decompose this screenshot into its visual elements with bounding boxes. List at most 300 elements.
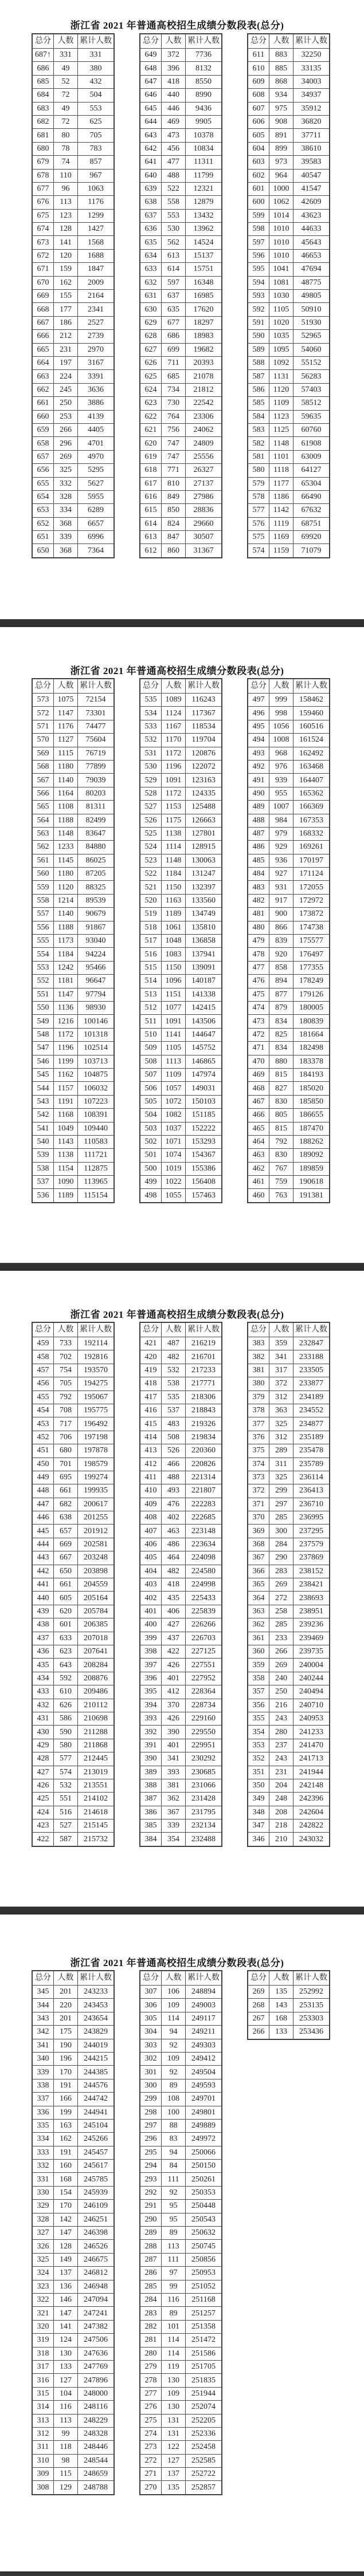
column-header-score: 总分 <box>248 34 269 49</box>
count-cell: 393 <box>162 1766 186 1779</box>
count-cell: 290 <box>269 1551 293 1565</box>
column-header-cumulative: 累计人数 <box>186 34 222 49</box>
count-cell: 113 <box>54 2414 78 2427</box>
count-cell: 866 <box>269 921 293 934</box>
cumulative-cell: 241233 <box>293 1726 330 1739</box>
table-row <box>140 2253 222 2266</box>
table-row <box>248 1632 330 1645</box>
table-row <box>140 961 222 974</box>
score-cell: 620 <box>140 437 162 450</box>
count-cell: 764 <box>162 410 186 423</box>
score-cell: 368 <box>248 1538 269 1551</box>
score-cell: 280 <box>140 2347 162 2360</box>
cumulative-cell: 3167 <box>78 356 115 369</box>
score-cell: 315 <box>32 2387 54 2400</box>
cumulative-cell: 241713 <box>293 1752 330 1766</box>
score-cell: 677 <box>32 182 54 195</box>
cumulative-cell: 553 <box>78 102 115 115</box>
score-cell: 475 <box>248 988 269 1001</box>
score-table <box>247 678 330 1203</box>
table-row <box>140 490 222 503</box>
cumulative-cell: 143506 <box>186 1015 222 1028</box>
count-cell: 530 <box>162 223 186 236</box>
count-cell: 973 <box>269 156 293 169</box>
table-row <box>32 2441 114 2454</box>
cumulative-cell: 103713 <box>78 1055 115 1068</box>
count-cell: 493 <box>162 1484 186 1498</box>
cumulative-cell: 171124 <box>293 868 330 881</box>
cumulative-cell: 4970 <box>78 450 115 463</box>
cumulative-cell: 208284 <box>78 1659 115 1672</box>
header-row <box>32 1971 114 1986</box>
cumulative-cell: 249701 <box>186 2093 222 2106</box>
cumulative-cell: 221314 <box>186 1471 222 1484</box>
count-cell: 657 <box>54 1525 78 1538</box>
count-cell: 72 <box>54 89 78 102</box>
cumulative-cell: 237579 <box>293 1538 330 1551</box>
score-cell: 427 <box>32 1766 54 1779</box>
score-cell: 530 <box>140 760 162 773</box>
count-cell: 1075 <box>54 694 78 707</box>
table-row <box>248 841 330 854</box>
cumulative-cell: 20393 <box>186 356 222 369</box>
cumulative-cell: 21078 <box>186 370 222 383</box>
cumulative-cell: 214102 <box>78 1793 115 1806</box>
count-cell: 643 <box>54 1659 78 1672</box>
column-header-score: 总分 <box>140 679 162 694</box>
count-cell: 1191 <box>54 1095 78 1108</box>
cumulative-cell: 5955 <box>78 490 115 503</box>
cumulative-cell: 240494 <box>293 1685 330 1699</box>
count-cell: 587 <box>54 1833 78 1846</box>
table-row <box>32 1726 114 1739</box>
cumulative-cell: 203898 <box>78 1565 115 1578</box>
count-cell: 418 <box>162 75 186 88</box>
table-row <box>140 1739 222 1752</box>
table-row <box>248 1511 330 1525</box>
table-row <box>248 1028 330 1041</box>
score-cell: 278 <box>140 2374 162 2387</box>
table-row <box>140 747 222 760</box>
cumulative-cell: 248788 <box>78 2481 115 2495</box>
score-cell: 426 <box>32 1779 54 1792</box>
count-cell: 89 <box>162 2079 186 2092</box>
count-cell: 1167 <box>162 720 186 733</box>
table-row <box>32 1551 114 1565</box>
table-row <box>140 787 222 800</box>
count-cell: 975 <box>269 102 293 115</box>
cumulative-cell: 238421 <box>293 1578 330 1592</box>
table-row <box>32 1565 114 1578</box>
cumulative-cell: 249117 <box>186 2012 222 2025</box>
cumulative-cell: 26327 <box>186 464 222 477</box>
cumulative-cell: 30507 <box>186 531 222 544</box>
table-row <box>140 356 222 369</box>
table-row <box>140 1337 222 1350</box>
cumulative-cell: 140187 <box>186 975 222 988</box>
count-cell: 127 <box>54 2374 78 2387</box>
score-cell: 494 <box>248 734 269 747</box>
table-row <box>248 1149 330 1162</box>
cumulative-cell: 87205 <box>78 868 115 881</box>
cumulative-cell: 238693 <box>293 1592 330 1605</box>
cumulative-cell: 211868 <box>78 1739 115 1752</box>
cumulative-cell: 39583 <box>293 156 330 169</box>
cumulative-cell: 251705 <box>186 2360 222 2373</box>
cumulative-cell: 251472 <box>186 2334 222 2347</box>
count-cell: 312 <box>269 1391 293 1404</box>
cumulative-cell: 192816 <box>78 1350 115 1364</box>
cumulative-cell: 244215 <box>78 2052 115 2065</box>
cumulative-cell: 31367 <box>186 544 222 558</box>
count-cell: 1136 <box>54 1001 78 1014</box>
count-cell: 1014 <box>269 209 293 222</box>
score-cell: 372 <box>248 1484 269 1498</box>
cumulative-cell: 224580 <box>186 1565 222 1578</box>
cumulative-cell: 158462 <box>293 694 330 707</box>
score-table <box>32 1322 115 1847</box>
column-header-count: 人数 <box>162 679 186 694</box>
table-row <box>248 1766 330 1779</box>
table-row <box>248 1806 330 1819</box>
score-cell: 423 <box>32 1819 54 1833</box>
header-row <box>248 1971 330 1986</box>
score-cell: 589 <box>248 343 269 356</box>
score-cell: 446 <box>32 1511 54 1525</box>
count-cell: 52 <box>54 75 78 88</box>
table-row <box>32 223 114 236</box>
cumulative-cell: 216219 <box>186 1337 222 1350</box>
table-row <box>32 2200 114 2213</box>
table-row <box>248 814 330 827</box>
cumulative-cell: 783 <box>78 142 115 155</box>
cumulative-cell: 193570 <box>78 1364 115 1377</box>
count-cell: 354 <box>162 1833 186 1846</box>
table-row <box>248 961 330 974</box>
count-cell: 49 <box>54 102 78 115</box>
cumulative-cell: 125488 <box>186 801 222 814</box>
cumulative-cell: 110583 <box>78 1135 115 1148</box>
table-row <box>248 1819 330 1833</box>
score-cell: 374 <box>248 1458 269 1471</box>
cumulative-cell: 235789 <box>293 1458 330 1471</box>
table-row <box>32 1189 114 1203</box>
count-cell: 1196 <box>54 1042 78 1055</box>
table-row <box>248 1337 330 1350</box>
score-cell: 586 <box>248 383 269 396</box>
score-cell: 616 <box>140 490 162 503</box>
score-cell: 488 <box>248 814 269 827</box>
score-cell: 647 <box>140 75 162 88</box>
count-cell: 175 <box>54 2026 78 2039</box>
table-row <box>32 908 114 921</box>
count-cell: 166 <box>54 2093 78 2106</box>
table-row <box>140 1986 222 1999</box>
table-row <box>140 854 222 867</box>
score-cell: 305 <box>140 2012 162 2025</box>
score-table <box>247 1322 330 1847</box>
score-cell: 597 <box>248 236 269 249</box>
count-cell: 936 <box>269 854 293 867</box>
count-cell: 1109 <box>269 397 293 410</box>
cumulative-cell: 74477 <box>78 720 115 733</box>
count-cell: 359 <box>269 1337 293 1350</box>
cumulative-cell: 229951 <box>186 1739 222 1752</box>
table-row <box>248 1458 330 1471</box>
count-cell: 466 <box>162 1458 186 1471</box>
count-cell: 827 <box>269 1082 293 1095</box>
cumulative-cell: 230292 <box>186 1752 222 1766</box>
score-cell: 568 <box>32 760 54 773</box>
score-cell: 391 <box>140 1739 162 1752</box>
score-cell: 410 <box>140 1484 162 1498</box>
score-cell: 547 <box>32 1042 54 1055</box>
count-cell: 815 <box>269 1068 293 1081</box>
score-cell: 364 <box>248 1592 269 1605</box>
score-cell: 594 <box>248 276 269 289</box>
count-cell: 1184 <box>54 948 78 961</box>
score-cell: 497 <box>248 694 269 707</box>
table-row <box>32 209 114 222</box>
score-table <box>139 1322 222 1847</box>
score-cell: 635 <box>140 236 162 249</box>
table-row <box>248 908 330 921</box>
cumulative-cell: 18297 <box>186 316 222 329</box>
table-row <box>140 2280 222 2293</box>
score-cell: 271 <box>140 2468 162 2481</box>
score-cell: 302 <box>140 2052 162 2065</box>
table-row <box>248 209 330 222</box>
cumulative-cell: 202581 <box>78 1538 115 1551</box>
table-row <box>140 196 222 209</box>
table-row <box>248 464 330 477</box>
header-row <box>140 1322 222 1337</box>
score-cell: 504 <box>140 1109 162 1122</box>
count-cell: 111 <box>162 2173 186 2186</box>
cumulative-cell: 118534 <box>186 720 222 733</box>
cumulative-cell: 130063 <box>186 854 222 867</box>
score-cell: 462 <box>248 1162 269 1175</box>
table-row <box>32 868 114 881</box>
table-row <box>32 2026 114 2039</box>
table-row <box>32 1484 114 1498</box>
table-row <box>32 1819 114 1833</box>
count-cell: 1056 <box>269 720 293 733</box>
table-row <box>32 1779 114 1792</box>
table-row <box>248 1391 330 1404</box>
count-cell: 483 <box>162 1417 186 1431</box>
score-cell: 380 <box>248 1377 269 1391</box>
score-cell: 643 <box>140 129 162 142</box>
table-row <box>248 330 330 343</box>
count-cell: 1057 <box>162 1082 186 1095</box>
table-row <box>248 196 330 209</box>
count-cell: 297 <box>269 1498 293 1511</box>
table-row <box>140 290 222 303</box>
table-row <box>140 1538 222 1551</box>
score-cell: 531 <box>140 747 162 760</box>
score-cell: 347 <box>248 1819 269 1833</box>
score-cell: 437 <box>32 1632 54 1645</box>
cumulative-cell: 250353 <box>186 2186 222 2199</box>
score-cell: 486 <box>248 841 269 854</box>
cumulative-cell: 238152 <box>293 1565 330 1578</box>
cumulative-cell: 250632 <box>186 2227 222 2240</box>
score-cell: 348 <box>248 1806 269 1819</box>
count-cell: 1115 <box>54 747 78 760</box>
count-cell: 1184 <box>162 868 186 881</box>
cumulative-cell: 247896 <box>78 2374 115 2387</box>
table-row <box>32 1672 114 1685</box>
score-table <box>139 1970 222 2495</box>
cumulative-cell: 1568 <box>78 236 115 249</box>
cumulative-cell: 57403 <box>293 383 330 396</box>
count-cell: 131 <box>162 2427 186 2440</box>
count-cell: 177 <box>54 303 78 316</box>
table-row <box>248 1498 330 1511</box>
cumulative-cell: 12321 <box>186 182 222 195</box>
cumulative-cell: 12879 <box>186 196 222 209</box>
count-cell: 1072 <box>162 1095 186 1108</box>
count-cell: 218 <box>269 1819 293 1833</box>
cumulative-cell: 244385 <box>78 2066 115 2079</box>
cumulative-cell: 188262 <box>293 1135 330 1148</box>
table-row <box>140 115 222 128</box>
count-cell: 406 <box>162 1605 186 1618</box>
table-row <box>32 2119 114 2132</box>
table-row <box>32 129 114 142</box>
table-row <box>32 2454 114 2467</box>
cumulative-cell: 95466 <box>78 961 115 974</box>
cumulative-cell: 231795 <box>186 1806 222 1819</box>
score-cell: 507 <box>140 1068 162 1081</box>
score-cell: 633 <box>140 263 162 276</box>
count-cell: 701 <box>54 1458 78 1471</box>
cumulative-cell: 190618 <box>293 1176 330 1189</box>
cumulative-cell: 217771 <box>186 1377 222 1391</box>
score-cell: 527 <box>140 801 162 814</box>
cumulative-cell: 65304 <box>293 477 330 490</box>
table-row <box>32 2293 114 2306</box>
count-cell: 1071 <box>162 1135 186 1148</box>
table-row <box>32 961 114 974</box>
table-row <box>248 868 330 881</box>
cumulative-cell: 84880 <box>78 841 115 854</box>
score-cell: 290 <box>140 2213 162 2226</box>
score-cell: 546 <box>32 1055 54 1068</box>
table-row <box>32 290 114 303</box>
table-row <box>32 102 114 115</box>
table-row <box>248 49 330 62</box>
count-cell: 834 <box>269 1042 293 1055</box>
count-cell: 341 <box>269 1350 293 1364</box>
table-row <box>248 921 330 934</box>
score-cell: 458 <box>32 1350 54 1364</box>
score-cell: 269 <box>248 1986 269 1999</box>
score-cell: 457 <box>32 1364 54 1377</box>
count-cell: 250 <box>54 397 78 410</box>
score-cell: 563 <box>32 827 54 840</box>
table-row <box>32 477 114 490</box>
tables-row <box>32 678 330 1203</box>
cumulative-cell: 126663 <box>186 814 222 827</box>
score-cell: 513 <box>140 988 162 1001</box>
cumulative-cell: 29660 <box>186 517 222 530</box>
tables-row <box>32 1322 330 1847</box>
column-header-cumulative: 累计人数 <box>78 1971 115 1986</box>
score-cell: 395 <box>140 1685 162 1699</box>
count-cell: 979 <box>269 827 293 840</box>
table-row <box>140 316 222 329</box>
score-cell: 414 <box>140 1431 162 1444</box>
count-cell: 708 <box>54 1404 78 1417</box>
column-header-count: 人数 <box>269 34 293 49</box>
table-row <box>140 1189 222 1203</box>
count-cell: 162 <box>54 2133 78 2146</box>
table-row <box>140 2334 222 2347</box>
score-cell: 505 <box>140 1095 162 1108</box>
cumulative-cell: 170197 <box>293 854 330 867</box>
table-row <box>248 1068 330 1081</box>
count-cell: 1186 <box>269 490 293 503</box>
table-row <box>140 707 222 720</box>
table-row <box>32 343 114 356</box>
count-cell: 1091 <box>162 774 186 787</box>
cumulative-cell: 232488 <box>186 1833 222 1846</box>
score-cell: 685 <box>32 75 54 88</box>
count-cell: 637 <box>162 290 186 303</box>
score-cell: 327 <box>32 2227 54 2240</box>
count-cell: 1188 <box>54 814 78 827</box>
count-cell: 1113 <box>162 1055 186 1068</box>
count-cell: 92 <box>162 2186 186 2199</box>
score-cell: 569 <box>32 747 54 760</box>
table-row <box>32 1122 114 1135</box>
count-cell: 1233 <box>54 841 78 854</box>
cumulative-cell: 11311 <box>186 156 222 169</box>
cumulative-cell: 240004 <box>293 1659 330 1672</box>
count-cell: 586 <box>54 1712 78 1725</box>
table-row <box>248 747 330 760</box>
table-row <box>140 2026 222 2039</box>
column-header-score: 总分 <box>32 34 54 49</box>
count-cell: 968 <box>269 747 293 760</box>
count-cell: 1048 <box>162 935 186 948</box>
table-row <box>32 894 114 907</box>
count-cell: 1105 <box>162 1042 186 1055</box>
score-cell: 351 <box>248 1766 269 1779</box>
count-cell: 1062 <box>269 196 293 209</box>
table-row <box>248 1431 330 1444</box>
cumulative-cell: 218306 <box>186 1391 222 1404</box>
cumulative-cell: 705 <box>78 129 115 142</box>
score-cell: 653 <box>32 504 54 517</box>
table-row <box>140 263 222 276</box>
score-cell: 603 <box>248 156 269 169</box>
cumulative-cell: 159460 <box>293 707 330 720</box>
cumulative-cell: 100146 <box>78 1015 115 1028</box>
count-cell: 1188 <box>54 921 78 934</box>
table-row <box>248 1417 330 1431</box>
score-cell: 292 <box>140 2186 162 2199</box>
count-cell: 824 <box>162 517 186 530</box>
table-row <box>32 694 114 707</box>
table-row <box>140 49 222 62</box>
count-cell: 118 <box>54 2441 78 2454</box>
count-cell: 1175 <box>162 814 186 827</box>
score-cell: 436 <box>32 1645 54 1658</box>
table-row <box>140 2160 222 2173</box>
